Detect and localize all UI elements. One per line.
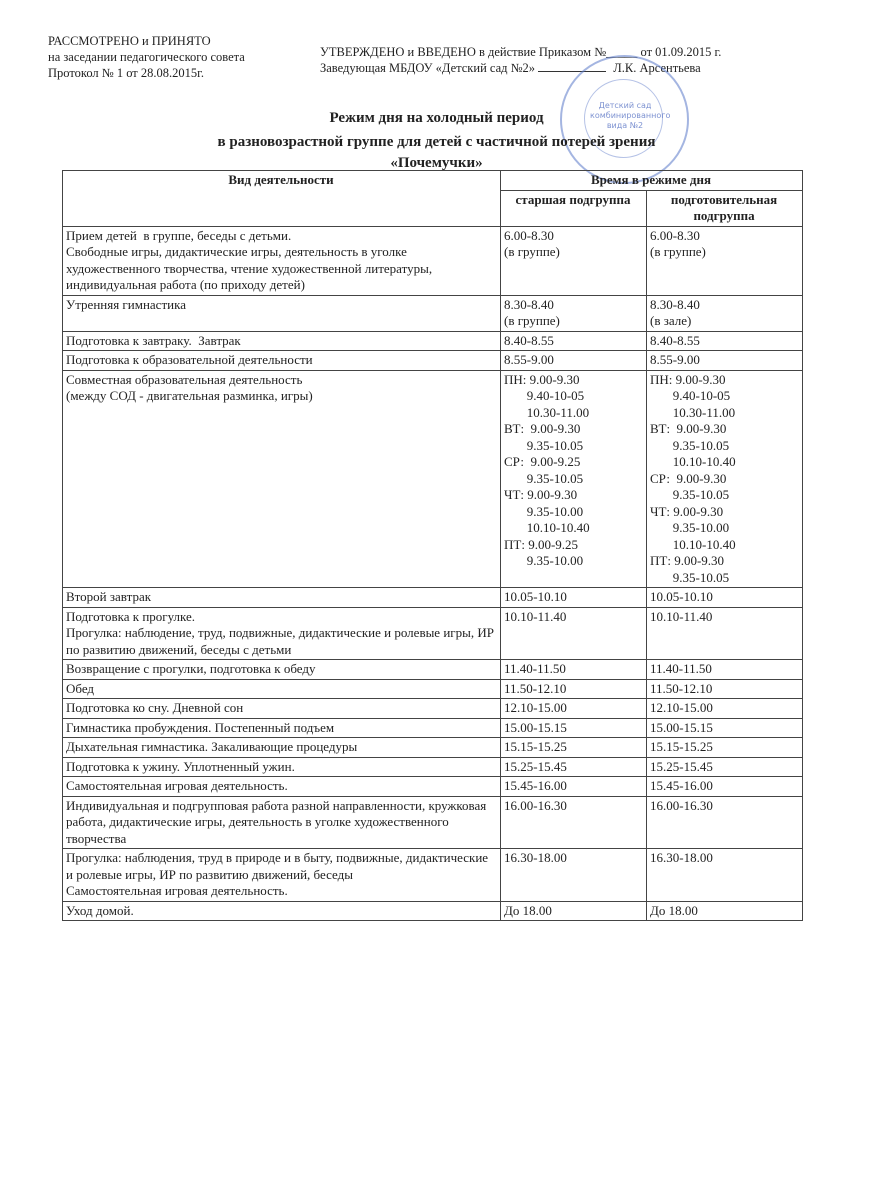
- group-name: «Почемучки»: [390, 155, 483, 171]
- senior-time-cell: 8.55-9.00: [501, 351, 647, 371]
- table-row: [63, 738, 803, 758]
- activity-cell: Второй завтрак: [63, 588, 501, 608]
- prep-time-cell: ПН: 9.00-9.30 9.40-10-05 10.30-11.00 ВТ: 9.00-9.30 9.35-10.05 10.10-10.40 СР: 9.00-9.30 9.35-10.05 ЧТ: 9.00-9.30 9.35-10.00 10.10-10.40 ПТ: 9.00-9.30 9.35-10.05: [647, 370, 803, 588]
- header-senior: старшая подгруппа: [501, 190, 647, 226]
- prep-time-cell: 10.10-11.40: [647, 607, 803, 660]
- table-row: [63, 226, 803, 295]
- table-row: [63, 718, 803, 738]
- table-row: [63, 588, 803, 608]
- prep-time-cell: 11.50-12.10: [647, 679, 803, 699]
- approval-line: РАССМОТРЕНО и ПРИНЯТО: [48, 34, 211, 48]
- prep-time-cell: До 18.00: [647, 901, 803, 921]
- prep-time-cell: 15.00-15.15: [647, 718, 803, 738]
- prep-time-cell: 8.55-9.00: [647, 351, 803, 371]
- page-subtitle: в разновозрастной группе для детей с частичной потерей зрения: [217, 134, 656, 150]
- prep-time-cell: 15.25-15.45: [647, 757, 803, 777]
- table-row: [63, 331, 803, 351]
- activity-cell: Совместная образовательная деятельность (между СОД - двигательная разминка, игры): [63, 370, 501, 588]
- prep-time-cell: 16.00-16.30: [647, 796, 803, 849]
- senior-time-cell: 15.25-15.45: [501, 757, 647, 777]
- table-row: [63, 901, 803, 921]
- table-row: [63, 295, 803, 331]
- approval-block: [48, 33, 245, 81]
- senior-time-cell: 8.30-8.40 (в группе): [501, 295, 647, 331]
- activity-cell: Утренняя гимнастика: [63, 295, 501, 331]
- table-row: [63, 849, 803, 902]
- table-row: [63, 699, 803, 719]
- senior-time-cell: 16.00-16.30: [501, 796, 647, 849]
- prep-time-cell: 12.10-15.00: [647, 699, 803, 719]
- activity-cell: Подготовка к прогулке. Прогулка: наблюдение, труд, подвижные, дидактические и ролевые игры, ИР по развитию движений, беседы с детьми: [63, 607, 501, 660]
- activity-cell: Подготовка ко сну. Дневной сон: [63, 699, 501, 719]
- senior-time-cell: До 18.00: [501, 901, 647, 921]
- activity-cell: Индивидуальная и подгрупповая работа разной направленности, кружковая работа, дидактические игры, деятельность в уголке художественного творчества: [63, 796, 501, 849]
- senior-time-cell: 6.00-8.30 (в группе): [501, 226, 647, 295]
- senior-time-cell: 10.10-11.40: [501, 607, 647, 660]
- table-row: [63, 370, 803, 588]
- director-position: Заведующая МБДОУ «Детский сад №2»: [320, 61, 536, 75]
- senior-time-cell: 12.10-15.00: [501, 699, 647, 719]
- prep-time-cell: 15.15-15.25: [647, 738, 803, 758]
- table-row: [63, 660, 803, 680]
- senior-time-cell: 11.40-11.50: [501, 660, 647, 680]
- table-row: [63, 757, 803, 777]
- table-row: [63, 796, 803, 849]
- senior-time-cell: 10.05-10.10: [501, 588, 647, 608]
- activity-cell: Гимнастика пробуждения. Постепенный подъем: [63, 718, 501, 738]
- table-header-row: [63, 171, 803, 191]
- approval-line: Протокол № 1 от 28.08.2015г.: [48, 66, 204, 80]
- page-title: Режим дня на холодный период: [329, 110, 544, 126]
- header-time: Время в режиме дня: [501, 171, 803, 191]
- table-row: [63, 351, 803, 371]
- senior-time-cell: 11.50-12.10: [501, 679, 647, 699]
- order-line: УТВЕРЖДЕНО и ВВЕДЕНО в действие Приказом №_____ от 01.09.2015 г.: [320, 45, 722, 59]
- senior-time-cell: 15.00-15.15: [501, 718, 647, 738]
- activity-cell: Самостоятельная игровая деятельность.: [63, 777, 501, 797]
- activity-cell: Подготовка к образовательной деятельности: [63, 351, 501, 371]
- activity-cell: Уход домой.: [63, 901, 501, 921]
- senior-time-cell: ПН: 9.00-9.30 9.40-10-05 10.30-11.00 ВТ: 9.00-9.30 9.35-10.05 СР: 9.00-9.25 9.35-10.05 ЧТ: 9.00-9.30 9.35-10.00 10.10-10.40 ПТ: 9.00-9.25 9.35-10.00: [501, 370, 647, 588]
- senior-time-cell: 16.30-18.00: [501, 849, 647, 902]
- schedule-table: [62, 170, 803, 921]
- seal-text: Детский сад комбинированного вида №2: [590, 101, 671, 130]
- senior-time-cell: 15.45-16.00: [501, 777, 647, 797]
- header-activity: Вид деятельности: [63, 171, 501, 227]
- prep-time-cell: 8.30-8.40 (в зале): [647, 295, 803, 331]
- header-prep: подготовительная подгруппа: [647, 190, 803, 226]
- activity-cell: Подготовка к ужину. Уплотненный ужин.: [63, 757, 501, 777]
- activity-cell: Прогулка: наблюдения, труд в природе и в быту, подвижные, дидактические и ролевые игры, ИР по развитию движений, беседы Самостоятельная игровая деятельность.: [63, 849, 501, 902]
- activity-cell: Обед: [63, 679, 501, 699]
- activity-cell: Дыхательная гимнастика. Закаливающие процедуры: [63, 738, 501, 758]
- approval-line: на заседании педагогического совета: [48, 50, 245, 64]
- senior-time-cell: 15.15-15.25: [501, 738, 647, 758]
- prep-time-cell: 8.40-8.55: [647, 331, 803, 351]
- prep-time-cell: 16.30-18.00: [647, 849, 803, 902]
- table-row: [63, 679, 803, 699]
- prep-time-cell: 15.45-16.00: [647, 777, 803, 797]
- prep-time-cell: 6.00-8.30 (в группе): [647, 226, 803, 295]
- senior-time-cell: 8.40-8.55: [501, 331, 647, 351]
- activity-cell: Подготовка к завтраку. Завтрак: [63, 331, 501, 351]
- prep-time-cell: 10.05-10.10: [647, 588, 803, 608]
- activity-cell: Прием детей в группе, беседы с детьми. Свободные игры, дидактические игры, деятельность в уголке художественного творчества, чтение художественной литературы, индивидуальная работа (по приходу детей): [63, 226, 501, 295]
- prep-time-cell: 11.40-11.50: [647, 660, 803, 680]
- table-row: [63, 607, 803, 660]
- activity-cell: Возвращение с прогулки, подготовка к обеду: [63, 660, 501, 680]
- director-name: Л.К. Арсентьева: [613, 61, 701, 75]
- table-row: [63, 777, 803, 797]
